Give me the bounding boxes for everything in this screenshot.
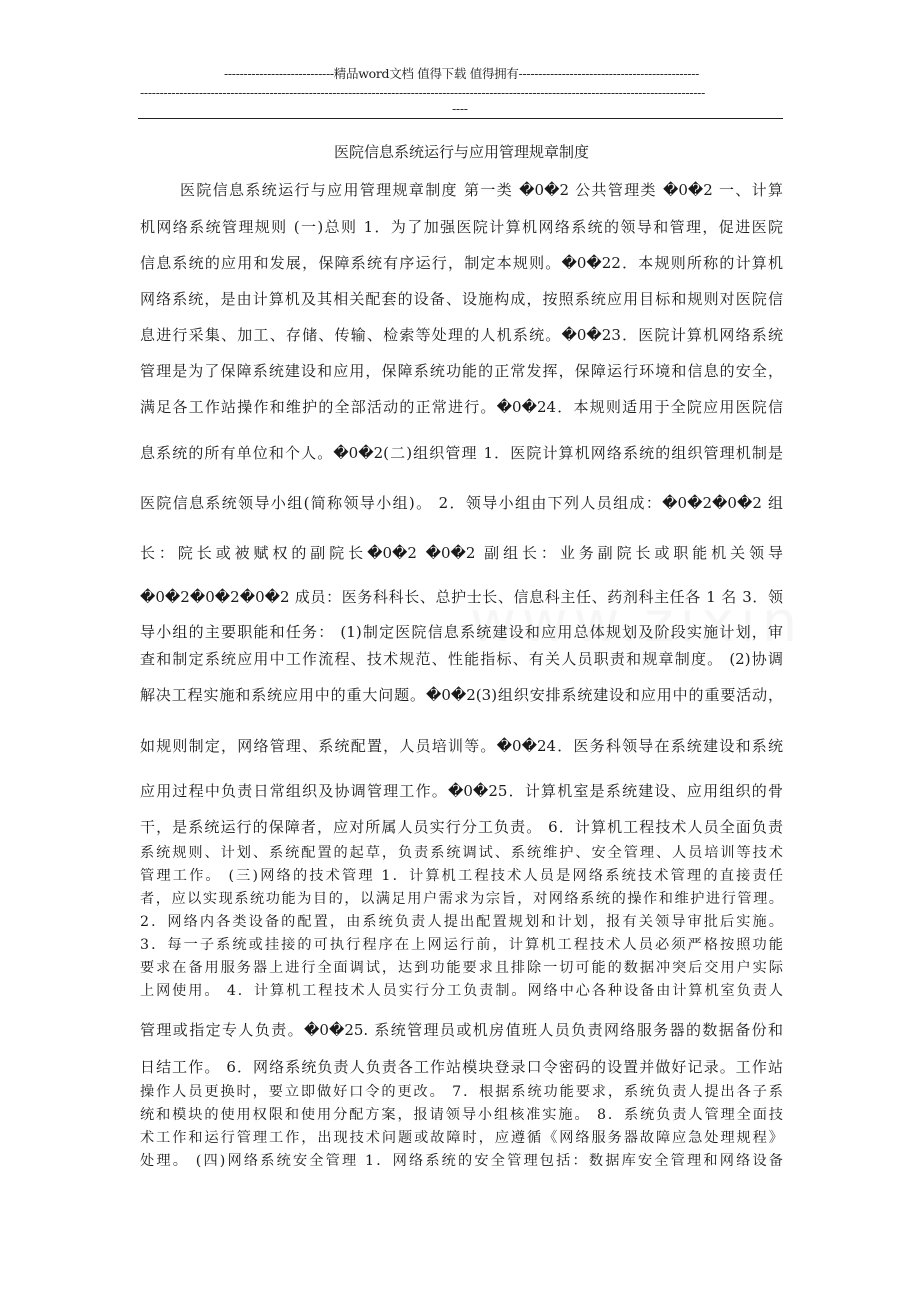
body-line: 信息系统的应用和发展，保障系统有序运行，制定本规则。�0�22．本规则所称的计算机 bbox=[140, 254, 783, 272]
body-line: 干，是系统运行的保障者，应对所属人员实行分工负责。 6．计算机工程技术人员全面负责 bbox=[140, 818, 783, 836]
body-line: 解决工程实施和系统应用中的重大问题。�0�2(3)组织安排系统建设和应用中的重要活动， bbox=[140, 686, 783, 704]
body-line: 导小组的主要职能和任务： (1)制定医院信息系统建设和应用总体规划及阶段实施计划，审 bbox=[140, 623, 783, 641]
body-line: 长：院长或被赋权的副院长�0�2 �0�2 副组长：业务副院长或职能机关领导 bbox=[140, 544, 783, 562]
body-line: 满足各工作站操作和维护的全部活动的正常进行。�0�24．本规则适用于全院应用医院信 bbox=[140, 398, 783, 416]
body-line: 系统规则、计划、系统配置的起草，负责系统调试、系统维护、安全管理、人员培训等技术 bbox=[140, 845, 783, 861]
body-line: 应用过程中负责日常组织及协调管理工作。�0�25．计算机室是系统建设、应用组织的骨 bbox=[140, 782, 783, 800]
body-line: 者，应以实现系统功能为目的，以满足用户需求为宗旨，对网络系统的操作和维护进行管理。 bbox=[140, 891, 783, 907]
body-line: 2．网络内各类设备的配置，由系统负责人提出配置规划和计划，报有关领导审批后实施。 bbox=[140, 914, 783, 930]
body-line: 医院信息系统领导小组(简称领导小组)。 2．领导小组由下列人员组成：�0�2�0�2 组 bbox=[140, 494, 783, 512]
body-line: 日结工作。 6．网络系统负责人负责各工作站模块登录口令密码的设置并做好记录。工作站 bbox=[140, 1058, 783, 1076]
header-rule bbox=[138, 118, 783, 119]
body-line: 管理是为了保障系统建设和应用，保障系统功能的正常发挥，保障运行环境和信息的安全， bbox=[140, 362, 783, 380]
body-line: 要求在备用服务器上进行全面调试，达到功能要求且排除一切可能的数据冲突后交用户实际 bbox=[140, 960, 783, 976]
body-line: 3．每一子系统或挂接的可执行程序在上网运行前，计算机工程技术人员必须严格按照功能 bbox=[140, 937, 783, 953]
header-dash-tail: ---- bbox=[452, 101, 468, 116]
body-line: 上网使用。 4．计算机工程技术人员实行分工负责制。网络中心各种设备由计算机室负责人 bbox=[140, 983, 783, 999]
body-line: 处理。 (四)网络系统安全管理 1．网络系统的安全管理包括：数据库安全管理和网络设备 bbox=[140, 1153, 783, 1169]
body-line: �0�2�0�2�0�2 成员：医务科科长、总护士长、信息科主任、药剂科主任各 1 名 3．领 bbox=[140, 588, 783, 606]
body-line: 如规则制定，网络管理、系统配置，人员培训等。�0�24．医务科领导在系统建设和系统 bbox=[140, 737, 783, 755]
body-line: 管理或指定专人负责。�0�25. 系统管理员或机房值班人员负责网络服务器的数据备份和 bbox=[140, 1021, 783, 1039]
body-line: 统和模块的使用权限和使用分配方案，报请领导小组核准实施。 8．系统负责人管理全面技 bbox=[140, 1107, 783, 1123]
header-top-line: ----------------------------精品word文档 值得下载 值得拥有---------------------------------------------- bbox=[223, 66, 700, 81]
body-line: 医院信息系统运行与应用管理规章制度 第一类 �0�2 公共管理类 �0�2 一、计算 bbox=[180, 181, 783, 199]
body-line: 查和制定系统应用中工作流程、技术规范、性能指标、有关人员职责和规章制度。 (2)协调 bbox=[140, 650, 783, 668]
body-line: 息系统的所有单位和个人。�0�2(二)组织管理 1．医院计算机网络系统的组织管理机制是 bbox=[140, 444, 783, 462]
body-line: 网络系统，是由计算机及其相关配套的设备、设施构成，按照系统应用目标和规则对医院信 bbox=[140, 290, 783, 308]
body-line: 机网络系统管理规则 (一)总则 1．为了加强医院计算机网络系统的领导和管理，促进医院 bbox=[140, 218, 783, 236]
body-line: 管理工作。 (三)网络的技术管理 1．计算机工程技术人员是网络系统技术管理的直接责任 bbox=[140, 868, 783, 884]
body-line: 术工作和运行管理工作，出现技术问题或故障时，应遵循《网络服务器故障应急处理规程》 bbox=[140, 1130, 783, 1146]
body-line: 息进行采集、加工、存储、传输、检索等处理的人机系统。�0�23．医院计算机网络系统 bbox=[140, 326, 783, 344]
document-title: 医院信息系统运行与应用管理规章制度 bbox=[333, 143, 589, 161]
header-dash-line: ------------------------------------------------------------------------------------------------------------------------------------------------ bbox=[140, 85, 706, 100]
body-line: 操作人员更换时，要立即做好口令的更改。 7．根据系统功能要求，系统负责人提出各子系 bbox=[140, 1084, 783, 1100]
